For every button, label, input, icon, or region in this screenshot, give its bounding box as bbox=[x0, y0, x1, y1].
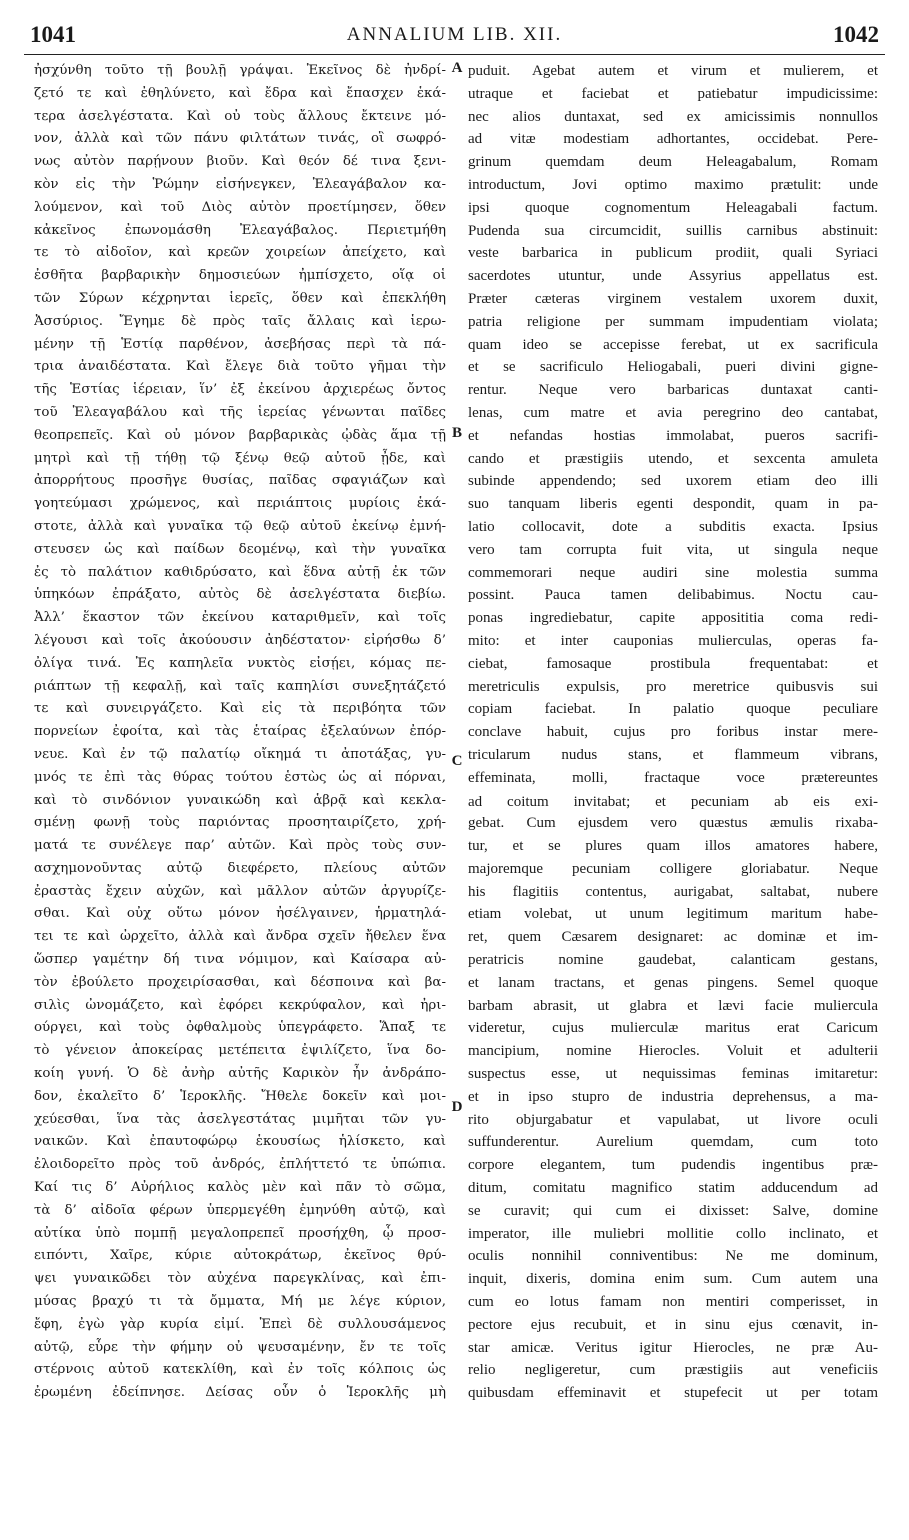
latin-text-line: majoremque pecuniam colligere gloriabatur. Neque bbox=[468, 860, 878, 877]
latin-text-line: se curavit; qui cum ei dixisset: Salve, domine bbox=[468, 1202, 878, 1219]
latin-text-line: ret, quem Cæsarem designaret: ac dominæ et im- bbox=[468, 929, 878, 946]
latin-text-line: puduit. Agebat autem et virum et mulierem, et bbox=[468, 63, 878, 79]
latin-text-line: Præter cæteras virginem vestalem uxorem duxit, bbox=[468, 290, 878, 307]
greek-text-line: τε καὶ συνειργάζετο. Καὶ εἰς τὰ περιβόητα τῶν bbox=[34, 701, 446, 717]
greek-text-line: ἀπορρήτους προσῆγε θυσίας, παῖδας σφαγιάζων καὶ bbox=[34, 473, 446, 489]
greek-text-line: μύσας βραχύ τι τὰ ὄμματα, Μή με λέγε κύριον, bbox=[34, 1294, 446, 1310]
greek-text-line: τῆς Ἑστίας ἱέρειαν, ἵν’ ἐξ ἐκείνου ἀρχιερέως ὄντος bbox=[34, 382, 446, 398]
greek-text-line: λέγουσι καὶ τοῖς ἀκούουσιν ἀηδέστατον· εἰρήσθω δ’ bbox=[34, 632, 446, 648]
greek-text-line: σιλὶς ὠνομάζετο, καὶ ἐφόρει κεκρύφαλον, καὶ ἠρι- bbox=[34, 997, 446, 1013]
latin-text-line: his flagitiis contentus, aurigabat, saltabat, nubere bbox=[468, 883, 878, 900]
running-header bbox=[24, 18, 885, 55]
latin-text-column bbox=[468, 60, 878, 1528]
greek-text-line: τοῦ Ἐλεαγαβάλου καὶ τῆς ἱερείας γένωνται παῖδες bbox=[34, 404, 446, 420]
greek-text-line: νως αὐτὸν παρῄνουν βιοῦν. Καὶ θεόν δέ τινα ξενι- bbox=[34, 154, 446, 170]
greek-text-line: ἠσχύνθη τοῦτο τῇ βουλῇ γράψαι. Ἐκεῖνος δὲ ἠνδρί- bbox=[34, 63, 446, 78]
latin-text-line: ipsi quoque cognomentum Heleagabali factum. bbox=[468, 199, 878, 216]
greek-text-line: στευσεν ὡς καὶ παίδων δεομένῳ, καὶ τὴν γυναῖκα bbox=[34, 541, 446, 557]
greek-text-line: ναικῶν. Καὶ ἐπαυτοφώρῳ ἑκουσίως ἡλίσκετο, καὶ bbox=[34, 1134, 446, 1150]
latin-text-line: corpore elegantem, tum pudendis ingentibus præ- bbox=[468, 1157, 878, 1174]
latin-text-line: rentur. Neque vero barbaricas duntaxat canti- bbox=[468, 382, 878, 399]
greek-text-line: ειπόντι, Χαῖρε, κύριε αὐτοκράτωρ, ἐκεῖνος θρύ- bbox=[34, 1248, 446, 1264]
greek-text-line: τὸ γένειον ἀποκείρας μετέπειτα ἐψιλίζετο, ἵνα δο- bbox=[34, 1043, 446, 1059]
section-marker-c: C bbox=[451, 753, 463, 769]
latin-text-line: ponas ingrediebatur, capite apposititia coma redi- bbox=[468, 610, 878, 627]
latin-text-line: suffunderentur. Aurelium quemdam, cum toto bbox=[468, 1134, 878, 1151]
greek-text-line: τὰ δ’ αἰδοῖα φέρων ὑπερμεγέθη ἐμηνύθη αὐτῷ, καὶ bbox=[34, 1202, 446, 1218]
latin-text-line: meretriculis expulsis, pro meretrice quibusvis sui bbox=[468, 678, 878, 695]
latin-text-line: tricularum nudus stans, et flammeum vibrans, bbox=[468, 746, 878, 763]
latin-text-line: effeminata, molli, fractaque voce prætereuntes bbox=[468, 769, 878, 786]
latin-text-line: star amicæ. Veritus igitur Hierocles, ne præ Au- bbox=[468, 1339, 878, 1356]
latin-text-line: mancipium, nomine Hierocles. Voluit et adulterii bbox=[468, 1043, 878, 1060]
greek-text-line: ασχημονοῦντας αὐτῷ διεφέρετο, πλείους αὐτῶν bbox=[34, 860, 446, 876]
latin-text-line: latio collocavit, dote a subditis exacta. Ipsius bbox=[468, 518, 878, 535]
greek-text-line: αὐτῷ, εὗρε τὴν φήμην οὐ ψευσαμένην, ἔν τε τοῖς bbox=[34, 1339, 446, 1355]
greek-text-line: ἐλοιδορεῖτο πρὸς τοῦ ἀνδρός, ἐπλήττετό τε ὑπώπια. bbox=[34, 1157, 446, 1173]
greek-text-line: ψει γυναικῶδει τὸν αὐχένα παρεγκλίνας, καὶ ἐπι- bbox=[34, 1271, 446, 1287]
greek-text-line: πορνείων ἐφοίτα, καὶ τὰς ἑταίρας ἐξελαύνων ἐπόρ- bbox=[34, 724, 446, 740]
latin-text-line: grinum quemdam deum Heleagabalum, Romam bbox=[468, 154, 878, 171]
greek-text-line: ἐσθῆτα βαρβαρικὴν δημοσιεύων ἠμπίσχετο, οἵᾳ οἱ bbox=[34, 268, 446, 284]
latin-text-line: ciebat, famosaque prostibula frequentabat: et bbox=[468, 655, 878, 672]
latin-text-line: commemorari neque audiri sine molestia summa bbox=[468, 564, 878, 581]
greek-text-line: τὸν ἐβούλετο προχειρίσασθαι, καὶ δέσποινα καὶ βα- bbox=[34, 974, 446, 990]
latin-text-line: nec alios duntaxat, sed ex amicissimis nonnullos bbox=[468, 108, 878, 125]
latin-text-line: relio negligeretur, cum præstigiis aut veneficiis bbox=[468, 1362, 878, 1379]
latin-text-line: copiam faciebat. In palatio quoque peculiare bbox=[468, 701, 878, 718]
section-marker-d: D bbox=[451, 1099, 463, 1115]
latin-text-line: et lanam tractans, et genas pingens. Semel quoque bbox=[468, 974, 878, 991]
section-marker-b: B bbox=[451, 425, 462, 441]
greek-text-line: ματά τε συνέλεγε παρ’ αὐτῶν. Καὶ πρὸς τοὺς συν- bbox=[34, 838, 446, 854]
greek-text-line: τῶν Σύρων κέχρηνται ἱερεῖς, ὅθεν καὶ ἐπεκλήθη bbox=[34, 290, 446, 306]
greek-text-line: χεύεσθαι, ἵνα τὰς ἀσελγεστάτας μιμῆται τῶν γυ- bbox=[34, 1111, 446, 1127]
latin-text-line: introductum, Jovi optimo maximo prætulit: unde bbox=[468, 176, 878, 193]
latin-text-line: cando et præstigiis utendo, et sexcenta amuleta bbox=[468, 450, 878, 467]
greek-text-line: κοίη γυνή. Ὁ δὲ ἀνὴρ αὐτῆς Καρικὸν ἦν ἀνδράπο- bbox=[34, 1066, 446, 1082]
latin-text-line: cum eo lotus famam non mentiri comperisset, in bbox=[468, 1294, 878, 1311]
greek-text-line: τρια ἀναιδέστατα. Καὶ ἔλεγε διὰ τοῦτο γῆμαι τὴν bbox=[34, 359, 446, 375]
greek-text-line: ἐραστὰς ἔχειν αὐχῶν, καὶ μᾶλλον αὐτῶν ἀργυρίζε- bbox=[34, 883, 446, 899]
latin-text-line: Pudenda sua circumcidit, suillis carnibus abstinuit: bbox=[468, 222, 878, 239]
greek-text-line: μητρὶ καὶ τῇ τήθῃ τῷ ξένῳ θεῷ αὐτοῦ ᾖδε, καὶ bbox=[34, 450, 446, 466]
greek-text-column bbox=[34, 60, 446, 1528]
latin-text-line: videretur, cujus mulierculæ maritus erat Caricum bbox=[468, 1020, 878, 1037]
latin-text-line: gebat. Cum ejusdem vero quæstus æmulis rixaba- bbox=[468, 815, 878, 832]
latin-text-line: patria religione per summam impudentiam violata; bbox=[468, 313, 878, 330]
greek-text-line: ζετό τε καὶ ἐθηλύνετο, καὶ ἔδρα καὶ ἔπασχεν ἑκά- bbox=[34, 85, 446, 101]
latin-text-line: rito objurgabatur et vapulabat, ut livore oculi bbox=[468, 1111, 878, 1128]
greek-text-line: ἐρωμένη ἐδείπνησε. Δείσας οὖν ὁ Ἱεροκλῆς μὴ bbox=[34, 1385, 446, 1401]
latin-text-line: mito: et inter cauponias mulierculas, operas fa- bbox=[468, 632, 878, 649]
greek-text-line: καὶ τὸ σινδόνιον γυναικώδη καὶ ἁβρᾷ καὶ κεκλα- bbox=[34, 792, 446, 808]
greek-text-line: θεοπρεπεῖς. Καὶ οὐ μόνον βαρβαρικὰς ᾠδὰς ἅμα τῇ bbox=[34, 427, 446, 443]
latin-text-line: sacerdotes utuntur, unde Assyrius appellatus est. bbox=[468, 268, 878, 285]
greek-text-line: σθαι. Καὶ οὐχ οὕτω μόνον ἠσέλγαινεν, ἡρματηλά- bbox=[34, 906, 446, 922]
latin-text-line: possint. Pauca tamen delibabimus. Noctu cau- bbox=[468, 587, 878, 604]
page-number-right: 1042 bbox=[833, 22, 879, 47]
latin-text-line: ad coitum invitabat; et pecuniam ab eis exi- bbox=[468, 793, 878, 810]
greek-text-line: τε τὸ αἰδοῖον, καὶ κρεῶν χοιρείων ἀπείχετο, καὶ bbox=[34, 245, 446, 261]
greek-text-line: τερα ἀσελγέστατα. Καὶ οὐ τοὺς ἄλλους ἔκτεινε μό- bbox=[34, 108, 446, 124]
greek-text-line: σμένῃ φωνῇ τοὺς παριόντας προσηταιρίζετο, χρή- bbox=[34, 815, 446, 831]
greek-text-line: στέρνοις αὐτοῦ κατεκλίθη, καὶ ἐν τοῖς κόλποις ὡς bbox=[34, 1362, 446, 1378]
latin-text-line: tur, et se plures quam illos amatores habere, bbox=[468, 838, 878, 855]
latin-text-line: quibusdam effeminavit et stupefecit ut per totam bbox=[468, 1385, 878, 1402]
greek-text-line: στοτε, ἀλλὰ καὶ γυναῖκα τῷ θεῷ αὐτοῦ ἐκείνῳ ἐμνή- bbox=[34, 518, 446, 534]
greek-text-line: τει τε καὶ ὠρχεῖτο, ἀλλὰ καὶ ἄνδρα σχεῖν ἤθελεν ἕνα bbox=[34, 929, 446, 945]
latin-text-line: et nefandas hostias immolabat, pueros sacrifi- bbox=[468, 427, 878, 444]
greek-text-line: αὐτίκα ὑπὸ πομπῇ μεγαλοπρεπεῖ προσήχθη, ᾧ προσ- bbox=[34, 1225, 446, 1241]
greek-text-line: μένην τῇ Ἑστίᾳ παρθένον, ἀσεβήσας περὶ τὰ πά- bbox=[34, 336, 446, 352]
latin-text-line: suspectus esse, ut nequissimas feminas imitaretur: bbox=[468, 1066, 878, 1083]
greek-text-line: λούμενον, καὶ τοῦ Διὸς αὐτὸν προετίμησεν, ὅθεν bbox=[34, 199, 446, 215]
greek-text-line: Ἀσσύριος. Ἔγημε δὲ πρὸς ταῖς ἄλλαις καὶ ἱερω- bbox=[34, 313, 446, 329]
greek-text-line: ἐς τὸ παλάτιον καθιδρύσατο, καὶ ἕδνα αὐτῇ ἐκ τῶν bbox=[34, 564, 446, 580]
latin-text-line: veste barbarica in publicum prodiit, quali Syriaci bbox=[468, 245, 878, 262]
greek-text-line: ὀλίγα τινά. Ἐς καπηλεῖα νυκτὸς εἰσῄει, κόμας πε- bbox=[34, 655, 446, 671]
latin-text-line: suo tanquam liberis egenti despondit, quam in pa- bbox=[468, 496, 878, 513]
greek-text-line: γοητεύμασι χρώμενος, καὶ περιάπτοις μυρίοις ἑκά- bbox=[34, 496, 446, 512]
latin-text-line: ditum, comitatu magnifico statim adducendum ad bbox=[468, 1180, 878, 1197]
latin-text-line: peratricis nomine gaudebat, calanticam gestans, bbox=[468, 952, 878, 969]
greek-text-line: νευε. Καὶ ἐν τῷ παλατίῳ οἴκημά τι ἀποτάξας, γυ- bbox=[34, 746, 446, 762]
running-title: ANNALIUM LIB. XII. bbox=[346, 24, 563, 45]
latin-text-line: imperator, ille muliebri mollitie collo inclinato, et bbox=[468, 1225, 878, 1242]
latin-text-line: et in ipso stupro de industria deprehensus, a ma- bbox=[468, 1088, 878, 1105]
latin-text-line: pectore ejus recubuit, et in sinu ejus cœnavit, in- bbox=[468, 1316, 878, 1333]
greek-text-line: νον, ἀλλὰ καὶ τῶν πάνυ φιλτάτων τινάς, οἳ σωφρό- bbox=[34, 131, 446, 147]
latin-text-line: oculis nonnihil conniventibus: Ne me dominum, bbox=[468, 1248, 878, 1265]
greek-text-line: ούργει, καὶ τοὺς ὀφθαλμοὺς ὑπεγράφετο. Ἅπαξ τε bbox=[34, 1020, 446, 1036]
greek-text-line: ριάπτων τῇ κεφαλῇ, καὶ ταῖς καπηλίσι συνεξητάζετό bbox=[34, 678, 446, 694]
latin-text-line: etiam volebat, ut unum legitimum maritum habe- bbox=[468, 906, 878, 923]
latin-text-line: conclave habuit, cujus pro foribus instar mere- bbox=[468, 724, 878, 741]
greek-text-line: μνός τε ἐπὶ τὰς θύρας τούτου ἑστὼς ὡς αἱ πόρναι, bbox=[34, 769, 446, 785]
latin-text-line: lenas, cum matre et avia peregrino deo cantabat, bbox=[468, 404, 878, 421]
page-number-left: 1041 bbox=[30, 22, 76, 47]
greek-text-line: Ἀλλ’ ἕκαστον τῶν ἐκείνου καταριθμεῖν, καὶ τοῖς bbox=[34, 610, 446, 626]
greek-text-line: κἀκεῖνος ἐπωνομάσθη Ἐλεαγάβαλος. Περιετμήθη bbox=[34, 222, 446, 238]
greek-text-line: δον, ἐκαλεῖτο δ’ Ἱεροκλῆς. Ἤθελε δοκεῖν καὶ μοι- bbox=[34, 1088, 446, 1104]
latin-text-line: utraque et faciebat et patiebatur impudicissime: bbox=[468, 85, 878, 102]
latin-text-line: inquit, dixeris, domina enim sum. Cum autem una bbox=[468, 1271, 878, 1288]
greek-text-line: ὑπηκόων ἐπράξατο, αὐτὸς δὲ ἀσελγέστατα διεβίω. bbox=[34, 587, 446, 603]
latin-text-line: quam ideo se accepisse ferebat, ut ex sacrificula bbox=[468, 336, 878, 353]
latin-text-line: subinde appendendo; sed uxorem etiam deo illi bbox=[468, 473, 878, 490]
latin-text-line: ad vitæ modestiam adhortantes, occidebat. Pere- bbox=[468, 131, 878, 148]
latin-text-line: barbam abrasit, ut glabra et lævi facie muliercula bbox=[468, 997, 878, 1014]
greek-text-line: ὥσπερ γαμέτην δή τινα νόμιμον, καὶ Καίσαρα αὐ- bbox=[34, 952, 446, 968]
greek-text-line: κὸν εἰς τὴν Ῥώμην εἰσήνεγκεν, Ἐλεαγάβαλον κα- bbox=[34, 176, 446, 192]
latin-text-line: vero tam corrupta fuit vita, ut singula neque bbox=[468, 541, 878, 558]
latin-text-line: et se sacrificulo Heliogabali, pueri divini gigne- bbox=[468, 359, 878, 376]
section-marker-a: A bbox=[451, 60, 463, 76]
greek-text-line: Καί τις δ’ Αὐρήλιος καλὸς μὲν καὶ πᾶν τὸ σῶμα, bbox=[34, 1180, 446, 1196]
greek-text-line: ἔφη, ἐγὼ γὰρ κυρία εἰμί. Ἐπεὶ δὲ συλλουσάμενος bbox=[34, 1316, 446, 1332]
